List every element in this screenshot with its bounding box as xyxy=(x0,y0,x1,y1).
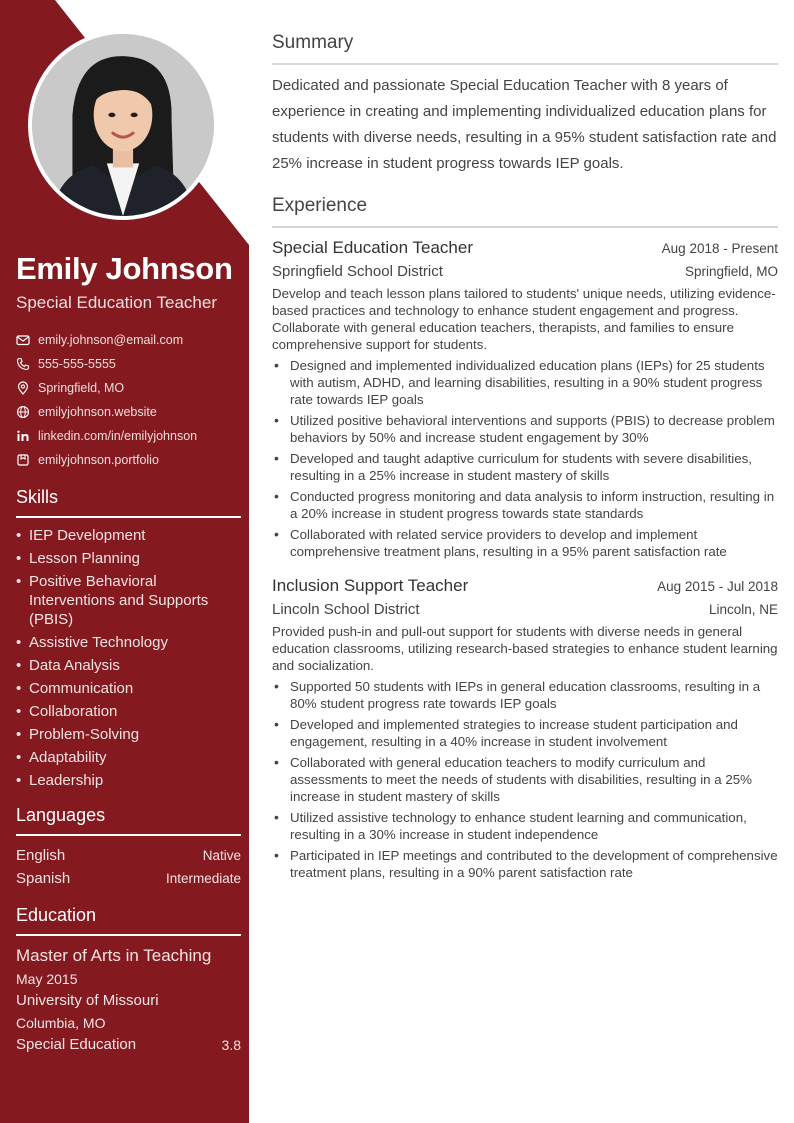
contact-portfolio[interactable] xyxy=(16,448,241,472)
linkedin-icon xyxy=(16,429,30,443)
skill-item: • Lesson Planning xyxy=(16,549,241,568)
job-description: Develop and teach lesson plans tailored to students' unique needs, utilizing evidence-based practices and technology to enhance student engagement and progress. Collaborate with general education teachers, therapists, and families to ensure comprehensive support for students. xyxy=(272,286,776,352)
job-bullet: • Supported 50 students with IEPs in general education classrooms, resulting in a 80% student progress rate towards IEP goals xyxy=(272,678,778,712)
mail-icon xyxy=(16,333,30,347)
contact-linkedin-text: linkedin.com/in/emilyjohnson xyxy=(38,429,198,443)
contact-portfolio-text: emilyjohnson.portfolio xyxy=(38,453,159,467)
skill-item: • Leadership xyxy=(16,771,241,790)
skill-item: • Assistive Technology xyxy=(16,633,241,652)
skills-list xyxy=(16,526,241,790)
education-field: Special Education xyxy=(16,1036,137,1053)
skill-item: • IEP Development xyxy=(16,526,241,545)
languages-section xyxy=(16,802,241,890)
education-gpa: 3.8 xyxy=(221,1037,241,1053)
job-bullet: • Collaborated with related service providers to develop and implement comprehensive treatment plans, resulting in a 95% parent satisfaction rate xyxy=(272,526,778,560)
contact-location-text: Springfield, MO xyxy=(38,381,125,395)
job-bullet: • Utilized assistive technology to enhance student learning and communication, resulting in a 30% increase in student independence xyxy=(272,809,778,843)
contact-email[interactable] xyxy=(16,328,241,352)
candidate-name: Emily Johnson xyxy=(16,251,233,286)
location-pin-icon xyxy=(16,381,30,395)
job-bullet: • Conducted progress monitoring and data analysis to inform instruction, resulting in a 20% increase in student progress towards state standards xyxy=(272,488,778,522)
language-row xyxy=(16,867,241,890)
skill-item: • Collaboration xyxy=(16,702,241,721)
job-bullets xyxy=(272,357,778,560)
language-level: Intermediate xyxy=(165,871,241,886)
job-description: Provided push-in and pull-out support for students with diverse needs in general education classrooms, utilizing research-based strategies to enhance student learning and socialization. xyxy=(272,624,778,673)
education-school: University of Missouri xyxy=(16,992,159,1009)
job-bullet: • Designed and implemented individualized education plans (IEPs) for 25 students with autism, ADHD, and learning disabilities, resulting in a 90% student progress rate towards IEP goals xyxy=(272,357,778,408)
job-title: Special Education Teacher xyxy=(272,238,473,257)
skill-item: • Problem-Solving xyxy=(16,725,241,744)
job-date: Aug 2015 - Jul 2018 xyxy=(657,579,778,594)
portrait-illustration xyxy=(32,34,214,216)
education-section xyxy=(16,902,241,1056)
job-bullet: • Developed and taught adaptive curriculum for students with severe disabilities, resulting in a 25% increase in student mastery of skills xyxy=(272,450,778,484)
phone-icon xyxy=(16,357,30,371)
profile-photo xyxy=(28,30,218,220)
skills-heading: Skills xyxy=(16,484,241,518)
contact-linkedin[interactable] xyxy=(16,424,241,448)
contact-email-text: emily.johnson@email.com xyxy=(38,333,184,347)
skill-item: • Adaptability xyxy=(16,748,241,767)
contact-website[interactable] xyxy=(16,400,241,424)
job-bullet: • Utilized positive behavioral interventions and supports (PBIS) to decrease problem behaviors by 50% and increase student engagement by 30% xyxy=(272,412,778,446)
contact-phone-text: 555-555-5555 xyxy=(38,357,116,371)
skill-item: • Positive Behavioral Interventions and Supports (PBIS) xyxy=(16,572,241,629)
summary-text: Dedicated and passionate Special Education Teacher with 8 years of experience in creating and implementing individualized education plans for students with diverse needs, resulting in a 95% student satisfaction rate and 25% increase in student progress towards IEP goals. xyxy=(272,77,777,172)
job-title: Inclusion Support Teacher xyxy=(272,576,469,595)
job-location: Springfield, MO xyxy=(684,264,778,279)
skill-item: • Communication xyxy=(16,679,241,698)
avatar xyxy=(32,34,214,216)
job-bullet: • Participated in IEP meetings and contributed to the development of comprehensive treatment plans, resulting in a 90% parent satisfaction rate xyxy=(272,847,778,881)
job-company: Springfield School District xyxy=(272,263,443,280)
job-bullets xyxy=(272,678,778,881)
education-date: May 2015 xyxy=(16,971,78,987)
sidebar-content xyxy=(16,250,241,1056)
summary-section xyxy=(272,30,778,177)
job-location: Lincoln, NE xyxy=(708,602,778,617)
portfolio-icon xyxy=(16,453,30,467)
language-name: English xyxy=(16,847,66,864)
skill-item: • Data Analysis xyxy=(16,656,241,675)
language-row xyxy=(16,844,241,867)
education-location: Columbia, MO xyxy=(16,1015,106,1031)
job-date: Aug 2018 - Present xyxy=(661,241,778,256)
job-entry xyxy=(272,574,778,881)
candidate-title: Special Education Teacher xyxy=(16,293,217,312)
contact-location xyxy=(16,376,241,400)
education-field-row xyxy=(16,1034,241,1056)
experience-section xyxy=(272,193,778,881)
summary-heading: Summary xyxy=(272,30,778,65)
job-entry xyxy=(272,236,778,560)
education-degree: Master of Arts in Teaching xyxy=(16,946,212,965)
languages-heading: Languages xyxy=(16,802,241,836)
experience-heading: Experience xyxy=(272,193,778,228)
job-company: Lincoln School District xyxy=(272,601,420,618)
language-level: Native xyxy=(202,848,241,863)
job-bullet: • Developed and implemented strategies to increase student participation and engagement, resulting in a 40% increase in student involvement xyxy=(272,716,778,750)
globe-icon xyxy=(16,405,30,419)
language-name: Spanish xyxy=(16,870,71,887)
education-heading: Education xyxy=(16,902,241,936)
contact-list xyxy=(16,328,241,472)
contact-phone[interactable] xyxy=(16,352,241,376)
job-bullet: • Collaborated with general education teachers to modify curriculum and assessments to meet the needs of students with disabilities, resulting in a 25% increase in student mastery of skills xyxy=(272,754,778,805)
contact-website-text: emilyjohnson.website xyxy=(38,405,157,419)
skills-section xyxy=(16,484,241,790)
main-content xyxy=(272,30,778,885)
